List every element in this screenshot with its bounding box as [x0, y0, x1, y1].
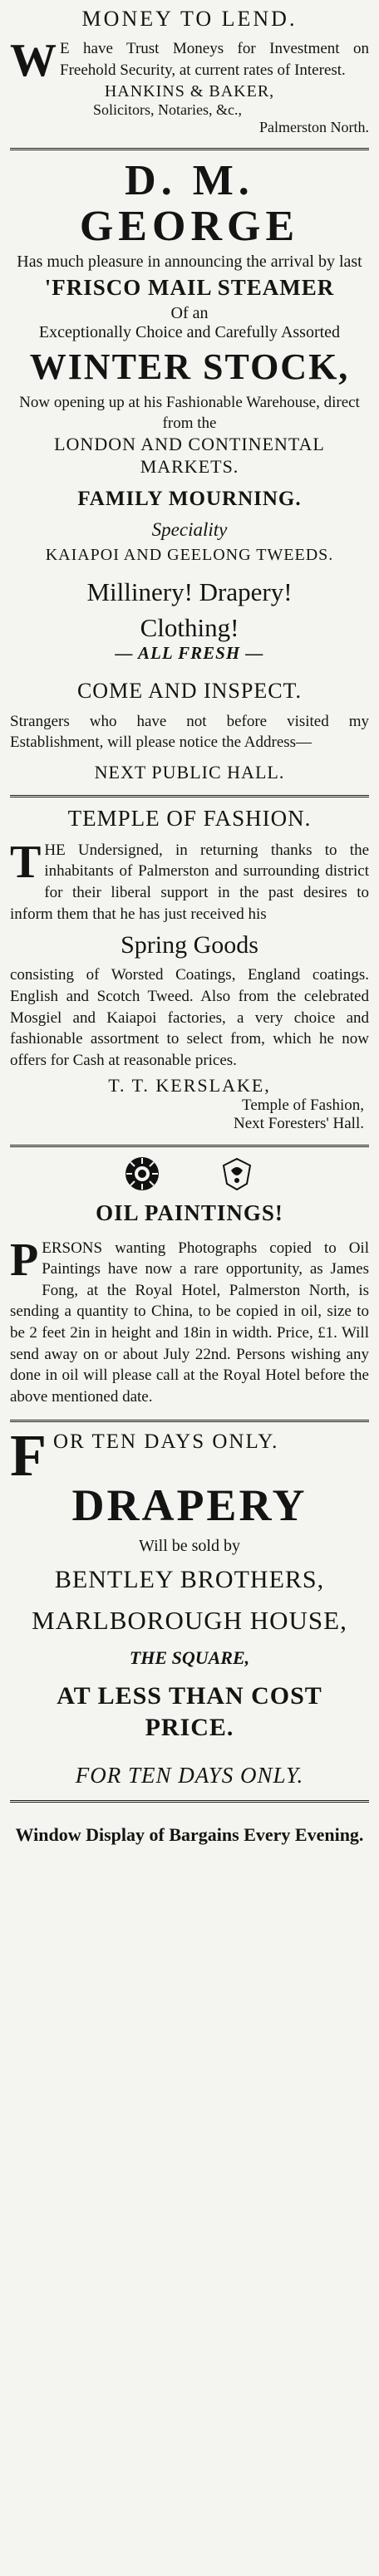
money-body-text: E have Trust Moneys for Investment on Freehold Security, at current rates of Interest. — [60, 40, 369, 79]
money-body — [10, 35, 369, 86]
george-tweeds: KAIAPOI AND GEELONG TWEEDS. — [45, 546, 334, 565]
drapery-sold-by: Will be sold by — [139, 1537, 240, 1556]
temple-title: TEMPLE OF FASHION. — [67, 805, 312, 831]
divider-rule — [10, 148, 369, 150]
sun-emblem-icon — [124, 1156, 160, 1192]
drapery-firm: BENTLEY BROTHERS, — [54, 1566, 325, 1594]
temple-body-1-text: HE Undersigned, in returning thanks to the inhabitants of Palmerston and surrounding district for their liberal support in the past desires to inform them that he has just received his — [10, 841, 369, 923]
george-strangers: Strangers who have not before visited my Establishment, will please notice the Address— — [10, 713, 369, 752]
drapery-title: DRAPERY — [71, 1479, 308, 1530]
divider-rule — [10, 1800, 369, 1803]
george-speciality: Speciality — [151, 519, 228, 541]
temple-sig-line-1: Temple of Fashion, — [242, 1096, 364, 1114]
george-all-fresh: — ALL FRESH — — [115, 643, 264, 664]
money-title: MONEY TO LEND. — [81, 7, 298, 31]
money-to-lend-ad — [10, 7, 369, 136]
temple-dropcap: T — [10, 836, 42, 888]
drapery-house: MARLBOROUGH HOUSE, — [32, 1606, 347, 1636]
george-title: D. M. GEORGE — [79, 157, 300, 250]
drapery-window-display: Window Display of Bargains Every Evening. — [15, 1824, 364, 1846]
george-address: NEXT PUBLIC HALL. — [94, 761, 285, 783]
oil-paintings-ad — [10, 1156, 369, 1408]
george-ad — [10, 159, 369, 783]
temple-body-1 — [10, 836, 369, 925]
money-dropcap: W — [10, 35, 57, 86]
george-quality: Exceptionally Choice and Carefully Assorted — [38, 323, 341, 342]
oil-title: OIL PAINTINGS! — [96, 1200, 283, 1225]
george-steamer: 'FRISCO MAIL STEAMER — [44, 275, 335, 301]
george-clothing: Clothing! — [140, 613, 239, 643]
george-winter-stock: WINTER STOCK, — [29, 346, 350, 388]
temple-of-fashion-ad — [10, 806, 369, 1133]
george-intro: Has much pleasure in announcing the arrival by last — [17, 253, 362, 272]
drapery-ten-days-text: OR TEN DAYS ONLY. — [52, 1430, 279, 1453]
temple-signature: T. T. KERSLAKE, — [108, 1074, 271, 1096]
george-millinery: Millinery! Drapery! — [86, 577, 293, 607]
drapery-offer: AT LESS THAN COST PRICE. — [57, 1682, 322, 1741]
temple-spring-goods: Spring Goods — [121, 931, 258, 959]
temple-body-2: consisting of Worsted Coatings, England coatings. English and Scotch Tweed. Also from the celebrated Mosgiel and Kaiapoi factories, a very choice and fashionable assortment to select from, which he now offers for Cash at reasonable prices. — [10, 966, 369, 1069]
george-markets: LONDON AND CONTINENTAL MARKETS. — [54, 434, 325, 477]
oil-body — [10, 1234, 369, 1408]
george-come-inspect: COME AND INSPECT. — [76, 679, 303, 704]
temple-sig-line-2: Next Foresters' Hall. — [234, 1114, 364, 1132]
money-firm-location: Palmerston North. — [259, 119, 369, 136]
drapery-square: THE SQUARE, — [129, 1647, 250, 1669]
drapery-ten-days — [10, 1421, 369, 1489]
oil-body-text: ERSONS wanting Photographs copied to Oil Paintings have now a rare opportunity, as James Fong, at the Royal Hotel, Palmerston North, is sending a quantity to China, to be copied in oil, size to be 2 feet 2in in height and 18in in width. Price, £1. Will send away on or about July 22nd. Persons wishing any done in oil will please call at the Royal Hotel before the above mentioned date. — [10, 1239, 369, 1406]
crest-emblem-icon — [219, 1156, 255, 1192]
george-of-an: Of an — [170, 304, 209, 323]
drapery-ad — [10, 1421, 369, 1847]
george-family-mourning: FAMILY MOURNING. — [77, 488, 302, 511]
oil-dropcap: P — [10, 1234, 39, 1286]
money-firm: HANKINS & BAKER, — [104, 82, 275, 101]
divider-rule — [10, 1145, 369, 1147]
divider-rule — [10, 795, 369, 797]
emblem-row — [10, 1156, 369, 1192]
money-firm-role: Solicitors, Notaries, &c., — [93, 101, 242, 119]
drapery-dropcap: F — [10, 1421, 48, 1489]
divider-rule — [10, 1420, 369, 1422]
george-opening: Now opening up at his Fashionable Warehouse, direct from the — [19, 393, 360, 432]
drapery-ten-days-italic: FOR TEN DAYS ONLY. — [75, 1763, 304, 1788]
